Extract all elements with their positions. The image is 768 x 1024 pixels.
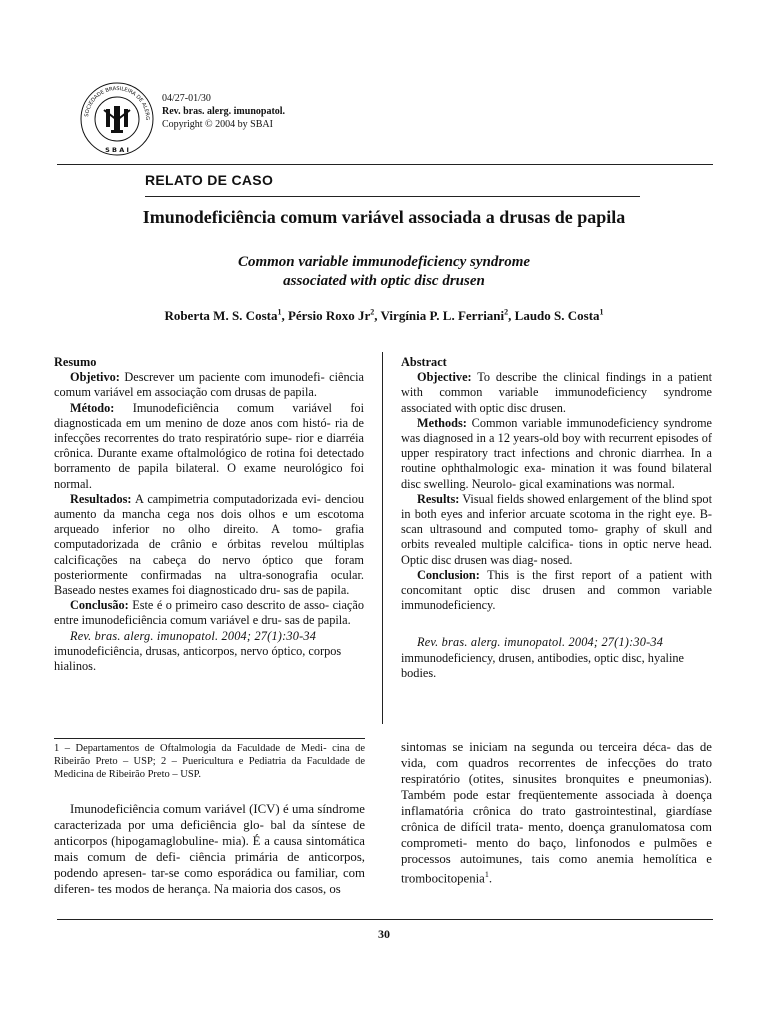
body-text-left xyxy=(54,801,365,897)
sbai-logo xyxy=(78,80,156,158)
abstract-heading: Abstract xyxy=(401,355,447,369)
section-label: RELATO DE CASO xyxy=(145,172,274,188)
author-list xyxy=(0,308,768,324)
abstract-citation: Rev. bras. alerg. imunopatol. 2004; 27(1):30-34 xyxy=(417,635,664,650)
resumo-resultados: Resultados: A campimetria computadorizada evi- denciou aumento da mancha cega nos dois olhos e um escotoma arqueado inferior no olho direito. A tomo- grafia computadorizada de crânio e órbitas revelou múltiplas calcificações na cabeça do nervo óptico que foram posteriormente confirmadas na ultra-sonografia ocular. Baseado nestes exames foi diagnosticado dru- sas de papila. xyxy=(54,491,364,598)
reference-marker: 1 xyxy=(484,870,489,879)
resumo-citation: Rev. bras. alerg. imunopatol. 2004; 27(1):30-34 xyxy=(70,628,317,643)
author: Laudo S. Costa$^1$ xyxy=(514,308,604,324)
bottom-divider xyxy=(57,919,713,920)
sbai-seal-icon xyxy=(78,80,156,158)
resumo-metodo: Método: Imunodeficiência comum variável foi diagnosticada em um menino de doze anos com histó- ria de infecções recorrentes do trato respiratório supe- rior e diarréia crônica. Durante exame oftalmológico de rotina foi detectado borramento de papila bilateral. O exame neurológico foi normal. xyxy=(54,400,364,491)
resumo-heading: Resumo xyxy=(54,355,97,369)
author: Virgínia P. L. Ferriani$^2$, xyxy=(380,308,515,324)
resumo-objetivo: Objetivo: Descrever um paciente com imunodefi- ciência comum variável em associação com drusas de papila. xyxy=(54,370,364,400)
abstract-objective: Objective: To describe the clinical findings in a patient with common variable immunodeficiency syndrome associated with optic disc drusen. xyxy=(401,370,712,415)
body-paragraph: Imunodeficiência comum variável (ICV) é uma síndrome caracterizada por uma deficiência glo- bal da síntese de anticorpos (hipogamaglobuline- mia). É a causa sintomática mais comum de defi- ciência primária de anticorpos, podendo apresen- tar-se como esporádica ou familiar, com diferen- tes modos de herança. Na maioria dos casos, os xyxy=(54,802,365,896)
abstract-methods: Methods: Common variable immunodeficiency syndrome was diagnosed in a 12 years-old boy with recurrent episodes of upper respiratory tract infections and chronic diarrhea. In a routine ophthalmologic exa- mination it was found bilateral disc swelling. Neurolo- gical examinations was normal. xyxy=(401,415,712,491)
logo-abbrev: S B A I xyxy=(105,146,129,154)
abstract-conclusion: Conclusion: This is the first report of a patient with concomitant optic disc drusen and common variable immunodeficiency. xyxy=(401,567,712,613)
article-code: 04/27-01/30 xyxy=(162,93,211,104)
body-text-right xyxy=(401,739,712,886)
subtitle-line-2: associated with optic disc drusen xyxy=(283,273,485,289)
copyright: Copyright © 2004 by SBAI xyxy=(162,119,273,130)
top-divider xyxy=(57,164,713,165)
page-number: 30 xyxy=(378,927,390,941)
resumo-conclusao: Conclusão: Este é o primeiro caso descrito de asso- ciação entre imunodeficiência comum variável e dru- sas de papila. xyxy=(54,598,364,628)
author: Pérsio Roxo Jr$^2$, xyxy=(287,308,381,324)
footnote-divider xyxy=(54,738,365,739)
resumo-section xyxy=(54,355,364,674)
abstract-keywords: immunodeficiency, drusen, antibodies, optic disc, hyaline bodies. xyxy=(401,650,684,680)
article-subtitle xyxy=(0,253,768,291)
article-title: Imunodeficiência comum variável associada a drusas de papila xyxy=(142,207,626,227)
author: Roberta M. S. Costa$^1$, xyxy=(164,308,288,324)
subtitle-line-1: Common variable immunodeficiency syndrome xyxy=(237,254,531,270)
section-divider xyxy=(145,196,640,197)
column-divider xyxy=(382,352,383,724)
affiliations-footnote: 1 – Departamentos de Oftalmologia da Faculdade de Medi- cina de Ribeirão Preto – USP; 2 – Puericultura e Pediatria da Faculdade de Medicina de Ribeirão Preto – USP. xyxy=(54,743,365,780)
body-paragraph: sintomas se iniciam na segunda ou terceira déca- das de vida, com quadros recorrentes de infecções do trato respiratório (otites, sinusites bronquites e pneumonias). Também pode estar freqüentemente associada à doença inflamatória crônica do trato gastrointestinal, giardíase crônica de difícil trata- mento, doença granulomatosa com comprometi- mento do baço, linfonodos e pulmões e processos autoimunes, tais como anemia hemolítica e trombocitopenia$^1$. xyxy=(401,740,712,886)
article-meta xyxy=(162,92,285,131)
journal-name: Rev. bras. alerg. imunopatol. xyxy=(162,106,286,117)
abstract-section xyxy=(401,355,712,681)
resumo-keywords: imunodeficiência, drusas, anticorpos, nervo óptico, corpos hialinos. xyxy=(54,643,342,674)
logo-society-text: SOCIEDADE BRASILEIRA DE ALERG xyxy=(84,85,151,121)
abstract-results: Results: Visual fields showed enlargement of the blind spot in both eyes and inferior arcuate scotoma in the right eye. B-scan ultrasound and computed tomo- graphy of skull and orbits revealed multiple calcifica- tions in optic nerve head. Optic disc drusen was diag- nosed. xyxy=(401,491,712,567)
